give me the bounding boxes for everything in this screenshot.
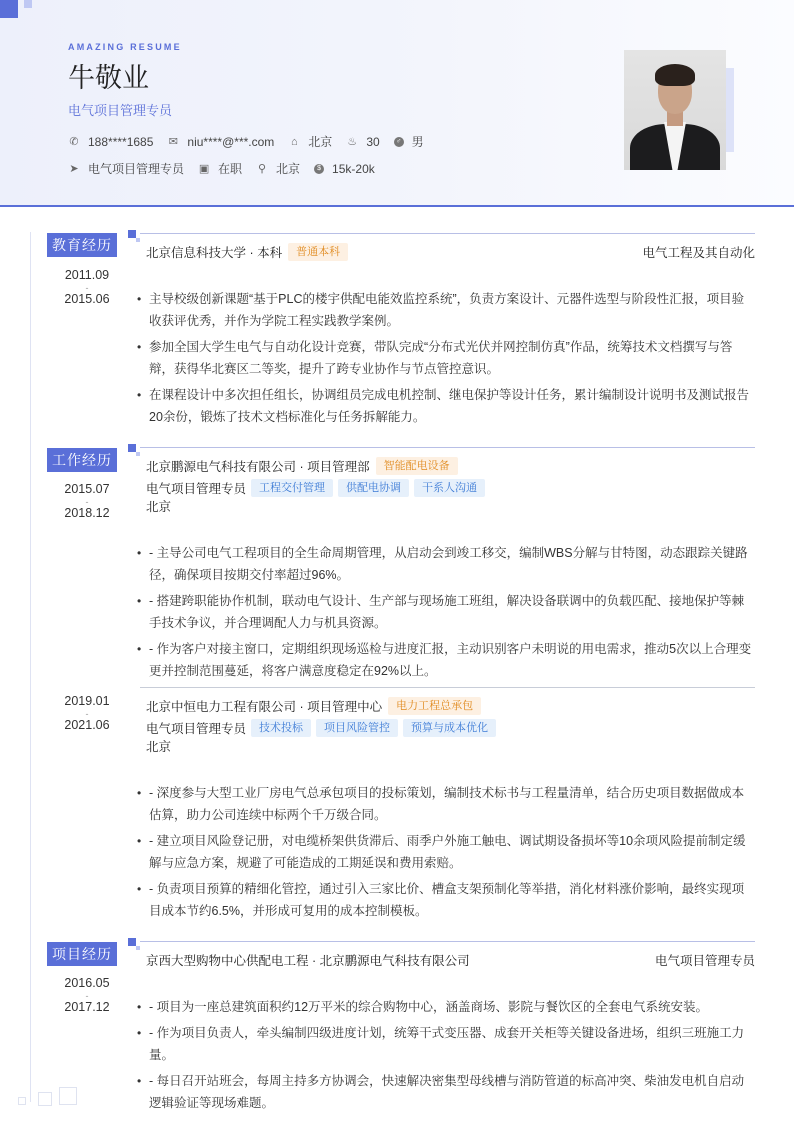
- section-marker-small: [136, 946, 140, 950]
- list-item: • - 项目为一座总建筑面积约12万平米的综合购物中心，涵盖商场、影院与餐饮区的全套电气系统安装。: [136, 996, 756, 1018]
- target-position-item: [68, 160, 184, 177]
- phone-icon: ✆: [69, 135, 79, 148]
- corner-decoration-small: [24, 0, 32, 8]
- age-item: [346, 135, 379, 149]
- list-item: • 参加全国大学生电气与自动化设计竞赛，带队完成“分布式光伏并网控制仿真”作品，统筹技术文档撰写与答辩，获得华北赛区二等奖，提升了跨专业协作与节点管控意识。: [136, 336, 756, 380]
- work1-company-row: [146, 457, 458, 475]
- work1-start-date: 2015.07: [64, 482, 110, 496]
- project-end-date: 2017.12: [64, 1000, 110, 1014]
- work1-location: 北京: [146, 500, 172, 514]
- work1-bullet-list: [136, 542, 756, 686]
- edu-end-date: 2015.06: [64, 292, 110, 306]
- list-item: • - 作为项目负责人，牵头编制四级进度计划，统筹干式变压器、成套开关柜等关键设备进场，组织三班施工力量。: [136, 1022, 756, 1066]
- salary-icon: $: [314, 164, 324, 174]
- edu-major: 电气工程及其自动化: [642, 246, 755, 260]
- list-item: • - 主导公司电气工程项目的全生命周期管理，从启动会到竣工移交，编制WBS分解与甘特图，动态跟踪关键路径，确保项目按期交付率超过96%。: [136, 542, 756, 586]
- industry-tag: 智能配电设备: [376, 457, 458, 475]
- list-item: • - 建立项目风险登记册，对电缆桥架供货滞后、雨季户外施工触电、调试期设备损坏等10余项风险提前制定缓解与应急方案，规避了可能造成的工期延误和费用索赔。: [136, 830, 756, 874]
- target-position-value: 电气项目管理专员: [88, 162, 185, 176]
- edu-school-row: [146, 243, 348, 261]
- candidate-headline: 电气项目管理专员: [68, 103, 173, 118]
- job-status-value: 在职: [218, 162, 243, 176]
- email-value: niu****@***.com: [187, 134, 275, 149]
- footer-decoration: [38, 1092, 52, 1106]
- cake-icon: ♨: [347, 135, 358, 148]
- home-icon: ⌂: [290, 135, 298, 148]
- section-marker: [128, 938, 136, 946]
- location-pin-icon: ⚲: [258, 162, 267, 175]
- date-separator: -: [85, 283, 89, 293]
- skill-tag: 技术投标: [251, 719, 311, 737]
- candidate-name: 牛敬业: [68, 63, 149, 93]
- school-name: 北京信息科技大学 · 本科: [146, 246, 283, 260]
- contact-info-row: [68, 133, 438, 150]
- salary-item: [314, 162, 375, 176]
- section-divider: [140, 941, 755, 942]
- date-separator: -: [85, 497, 89, 507]
- resume-tagline: AMAZING RESUME: [68, 42, 182, 52]
- section-title-work: 工作经历: [47, 448, 117, 472]
- section-divider: [140, 233, 755, 234]
- skill-tag: 干系人沟通: [414, 479, 485, 497]
- edu-start-date: 2011.09: [64, 268, 110, 282]
- section-marker-small: [136, 238, 140, 242]
- residence-item: [288, 133, 332, 150]
- degree-tag: 普通本科: [288, 243, 348, 261]
- list-item: • - 负责项目预算的精细化管控，通过引入三家比价、槽盒支架预制化等举措，消化材料涨价影响，最终实现项目成本节约6.5%，并形成可复用的成本控制模板。: [136, 878, 756, 922]
- email-item[interactable]: [167, 135, 274, 149]
- industry-tag: 电力工程总承包: [388, 697, 481, 715]
- skill-tag: 工程交付管理: [251, 479, 333, 497]
- job-title: 电气项目管理专员: [146, 482, 247, 496]
- date-separator: -: [85, 991, 89, 1001]
- list-item: • - 作为客户对接主窗口，定期组织现场巡检与进度汇报，主动识别客户未明说的用电需求，推动5次以上合理变更并控制范围蔓延，将客户满意度稳定在92%以上。: [136, 638, 756, 682]
- residence-value: 北京: [308, 135, 333, 149]
- job-status-item: [198, 160, 242, 177]
- gender-value: 男: [411, 135, 424, 149]
- edu-bullet-list: [136, 288, 756, 432]
- company-name: 北京鹏源电气科技有限公司 · 项目管理部: [146, 460, 370, 474]
- work1-role-row: [146, 479, 485, 497]
- work2-start-date: 2019.01: [64, 694, 110, 708]
- work1-end-date: 2018.12: [64, 506, 110, 520]
- job-title: 电气项目管理专员: [146, 722, 247, 736]
- skill-tag: 项目风险管控: [316, 719, 398, 737]
- section-marker: [128, 230, 136, 238]
- timeline-rail: [30, 232, 31, 1102]
- target-city-item: [256, 160, 300, 177]
- work2-location: 北京: [146, 740, 172, 754]
- work2-bullet-list: [136, 782, 756, 926]
- corner-decoration: [0, 0, 18, 18]
- list-item: • 在课程设计中多次担任组长，协调组员完成电机控制、继电保护等设计任务，累计编制设计说明书及测试报告20余份，锻炼了技术文档标准化与任务拆解能力。: [136, 384, 756, 428]
- list-item: • - 搭建跨职能协作机制，联动电气设计、生产部与现场施工班组，解决设备联调中的负载匹配、接地保护等棘手技术争议，并合理调配人力与机具资源。: [136, 590, 756, 634]
- candidate-photo: [624, 50, 726, 170]
- project-start-date: 2016.05: [64, 976, 110, 990]
- gender-item: [394, 133, 424, 150]
- gender-icon: ♂: [394, 137, 404, 147]
- age-value: 30: [366, 134, 380, 149]
- skill-tag: 供配电协调: [338, 479, 409, 497]
- project-title: 京西大型购物中心供配电工程 · 北京鹏源电气科技有限公司: [146, 954, 470, 968]
- list-item: • - 深度参与大型工业厂房电气总承包项目的投标策划，编制技术标书与工程量清单，结合历史项目数据做成本估算，助力公司连续中标两个千万级合同。: [136, 782, 756, 826]
- list-item: • - 每日召开站班会，每周主持多方协调会，快速解决密集型母线槽与消防管道的标高冲突、柴油发电机自启动逻辑验证等现场难题。: [136, 1070, 756, 1114]
- job-intent-row: [68, 160, 389, 177]
- work2-role-row: [146, 719, 496, 737]
- skill-tag: 预算与成本优化: [403, 719, 496, 737]
- project-role: 电气项目管理专员: [654, 954, 755, 968]
- work2-company-row: [146, 697, 481, 715]
- salary-value: 15k-20k: [332, 161, 375, 176]
- entry-divider: [140, 687, 755, 688]
- section-marker: [128, 444, 136, 452]
- section-divider: [140, 447, 755, 448]
- date-separator: -: [85, 709, 89, 719]
- phone-item[interactable]: [68, 135, 153, 149]
- company-name: 北京中恒电力工程有限公司 · 项目管理中心: [146, 700, 383, 714]
- briefcase-icon: ▣: [198, 162, 210, 175]
- footer-decoration: [59, 1087, 77, 1105]
- footer-decoration: [18, 1097, 26, 1105]
- mail-icon: ✉: [168, 135, 179, 148]
- list-item: • 主导校级创新课题“基于PLC的楼宇供配电能效监控系统”，负责方案设计、元器件选型与阶段性汇报，项目验收获评优秀，并作为学院工程实践教学案例。: [136, 288, 756, 332]
- phone-value: 188****1685: [88, 134, 154, 149]
- work2-end-date: 2021.06: [64, 718, 110, 732]
- section-marker-small: [136, 452, 140, 456]
- section-title-education: 教育经历: [47, 233, 117, 257]
- target-city-value: 北京: [276, 162, 301, 176]
- send-icon: ➤: [69, 162, 79, 175]
- section-title-projects: 项目经历: [47, 942, 117, 966]
- project-bullet-list: [136, 996, 756, 1118]
- resume-header: [0, 0, 794, 207]
